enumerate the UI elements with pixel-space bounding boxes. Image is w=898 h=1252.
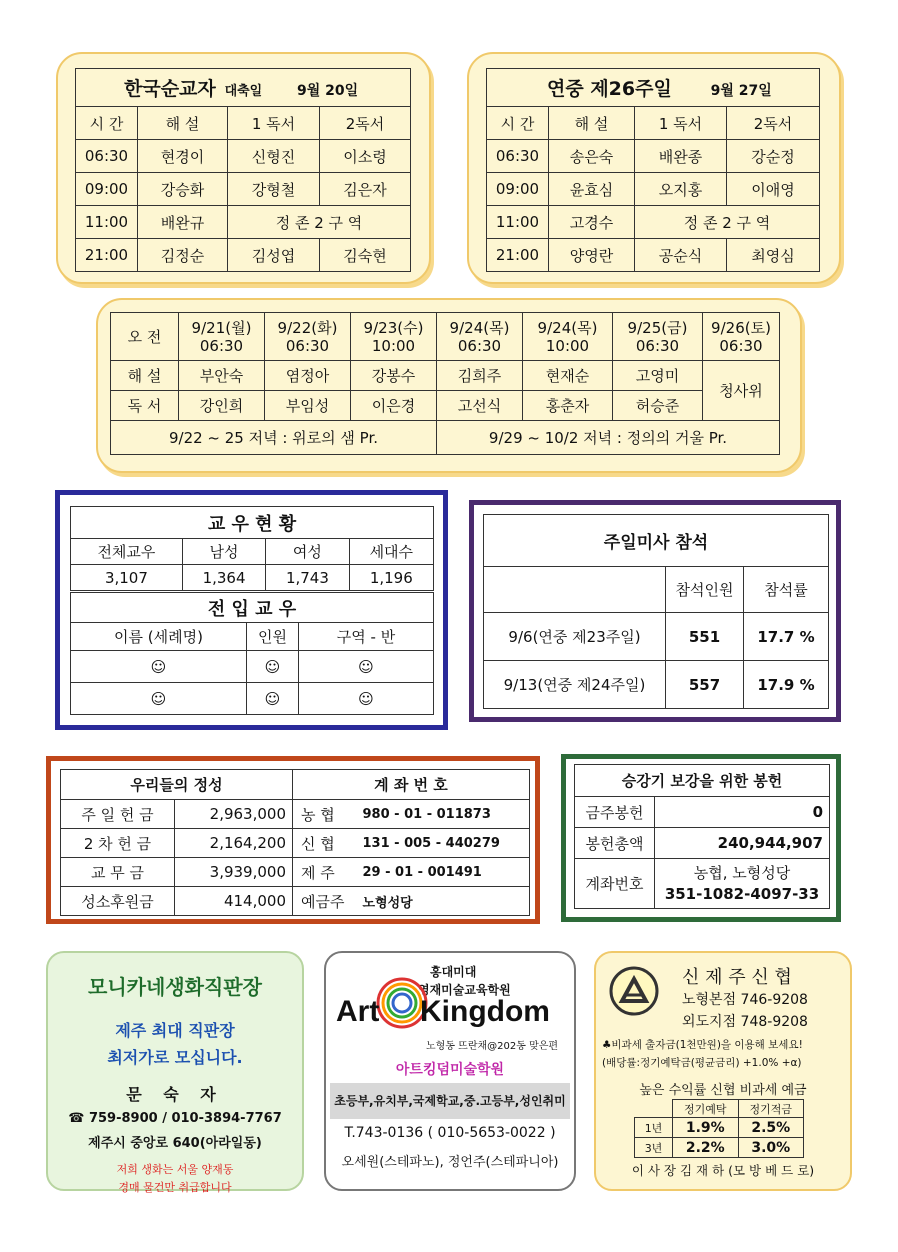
rate-cell: 2.5% — [738, 1118, 804, 1138]
cell: 강승화 — [138, 173, 228, 206]
read-label: 독 서 — [111, 391, 179, 421]
day-time: 10:00 — [371, 336, 416, 355]
brand-kingdom: Kingdom — [420, 995, 550, 1028]
cell: 강형철 — [228, 173, 320, 206]
academy-top-2: 영재미술교육학원 — [418, 983, 511, 997]
brand-art: Art — [336, 995, 380, 1028]
day-cell — [523, 313, 613, 361]
account-cell: 131 - 005 - 440279 — [363, 829, 530, 858]
header-cell: 남성 — [182, 539, 265, 565]
account-line-1: 농협, 노형성당 — [693, 864, 791, 883]
cell: 배완종 — [635, 140, 727, 173]
term-cell: 3년 — [635, 1138, 673, 1158]
day-date: 9/23(수) — [363, 318, 424, 337]
day-date: 9/22(화) — [277, 318, 338, 337]
merged-cell: 청사위 — [703, 361, 780, 421]
smile-cell: ☺ — [247, 651, 299, 683]
bank-cell: 예금주 — [293, 887, 363, 916]
time-cell: 06:30 — [487, 140, 549, 173]
header-cell: 참석인원 — [666, 567, 744, 613]
cell: 김정순 — [138, 239, 228, 272]
elevator-table — [574, 764, 830, 909]
value-cell: 0 — [655, 797, 830, 828]
shop-phone: ☎ 759-8900 / 010-3894-7767 — [68, 1111, 282, 1126]
members-table — [70, 506, 434, 591]
cell: 1,743 — [266, 565, 349, 591]
shop-note-1: 저희 생화는 서울 양재동 — [116, 1163, 234, 1176]
time-cell: 21:00 — [487, 239, 549, 272]
attendance-table — [483, 514, 829, 709]
account-cell: 980 - 01 - 011873 — [363, 800, 530, 829]
smile-cell: ☺ — [299, 651, 434, 683]
cell: 551 — [666, 613, 744, 661]
cell: 3,107 — [71, 565, 183, 591]
cell: 부안숙 — [179, 361, 265, 391]
day-date: 9/25(금) — [627, 318, 688, 337]
label-cell: 봉헌총액 — [575, 828, 655, 859]
bank-cell: 신 협 — [293, 829, 363, 858]
cell: 이소령 — [320, 140, 411, 173]
offering-table — [60, 769, 530, 916]
schedule-date: 9월 20일 — [297, 83, 359, 99]
header-cell: 참석률 — [744, 567, 829, 613]
cell: 정 존 2 구 역 — [635, 206, 820, 239]
amount-cell: 2,164,200 — [175, 829, 293, 858]
newcomers-table — [70, 592, 434, 715]
members-title: 교 우 현 황 — [71, 507, 434, 539]
label-cell: 금주봉헌 — [575, 797, 655, 828]
cell: 17.7 % — [744, 613, 829, 661]
header-cell: 세대수 — [349, 539, 433, 565]
rate-cell: 1.9% — [673, 1118, 739, 1138]
cell: 현경이 — [138, 140, 228, 173]
header-cell: 1 독서 — [635, 107, 727, 140]
day-cell — [265, 313, 351, 361]
cell: 강순정 — [727, 140, 820, 173]
academy-courses: 초등부,유치부,국제학교,중.고등부,성인취미 — [330, 1083, 570, 1119]
time-cell: 21:00 — [76, 239, 138, 272]
time-cell: 11:00 — [487, 206, 549, 239]
amount-cell: 414,000 — [175, 887, 293, 916]
cell: 배완규 — [138, 206, 228, 239]
cell: 김은자 — [320, 173, 411, 206]
schedule-date: 9월 27일 — [710, 83, 772, 99]
bank-cell: 농 협 — [293, 800, 363, 829]
smile-cell: ☺ — [247, 683, 299, 715]
credit-union-logo-icon — [608, 965, 660, 1017]
day-time: 06:30 — [635, 336, 680, 355]
header-cell: 해 설 — [138, 107, 228, 140]
day-cell — [613, 313, 703, 361]
header-cell: 인원 — [247, 623, 299, 651]
day-date: 9/26(토) — [711, 318, 771, 337]
day-cell — [437, 313, 523, 361]
header-cell: 전체교우 — [71, 539, 183, 565]
cell: 김숙현 — [320, 239, 411, 272]
rate-title: 높은 수익률 신협 비과세 예금 — [639, 1083, 807, 1098]
header-cell: 여성 — [266, 539, 349, 565]
time-cell: 09:00 — [76, 173, 138, 206]
header-cell: 해 설 — [549, 107, 635, 140]
schedule-title: 한국순교자 — [124, 78, 216, 100]
credit-union-name: 신 제 주 신 협 — [682, 967, 792, 988]
cell: 송은숙 — [549, 140, 635, 173]
header-cell: 이름 (세례명) — [71, 623, 247, 651]
promo-2: (배당률:정기예탁금(평균금리) +1.0% +α) — [602, 1057, 802, 1069]
evening-note-1: 9/22 ~ 25 저녁 : 위로의 샘 Pr. — [111, 421, 437, 455]
cell: 오지홍 — [635, 173, 727, 206]
account-line-2: 351-1082-4097-33 — [664, 884, 820, 903]
schedule-table-2 — [486, 68, 820, 272]
cell: 부임성 — [265, 391, 351, 421]
day-cell — [703, 313, 780, 361]
cell: 1,364 — [182, 565, 265, 591]
header-cell: 정기예탁 — [673, 1100, 739, 1118]
cell: 이은경 — [351, 391, 437, 421]
cell: 성소후원금 — [61, 887, 175, 916]
cell: 허승준 — [613, 391, 703, 421]
label-cell: 계좌번호 — [575, 859, 655, 909]
academy-address: 노형동 뜨란채@202동 맞은편 — [426, 1041, 559, 1052]
header-cell: 정기적금 — [738, 1100, 804, 1118]
schedule-subtitle: 대축일 — [224, 84, 263, 99]
cell: 강인희 — [179, 391, 265, 421]
cell: 윤효심 — [549, 173, 635, 206]
ad-credit-union — [594, 951, 852, 1191]
day-date: 9/21(월) — [191, 318, 252, 337]
cell: 17.9 % — [744, 661, 829, 709]
schedule-table-1 — [75, 68, 411, 272]
value-cell: 240,944,907 — [655, 828, 830, 859]
am-label: 오 전 — [111, 313, 179, 361]
ad-art-kingdom — [324, 951, 576, 1191]
rate-cell: 2.2% — [673, 1138, 739, 1158]
promo-1: ♣비과세 출자금(1천만원)을 이용해 보세요! — [602, 1039, 803, 1051]
offering-title: 우리들의 정성 — [61, 770, 293, 800]
evening-note-2: 9/29 ~ 10/2 저녁 : 정의의 거울 Pr. — [437, 421, 780, 455]
cell: 신형진 — [228, 140, 320, 173]
day-time: 06:30 — [285, 336, 330, 355]
cell: 557 — [666, 661, 744, 709]
shop-note-2: 경매 물건만 취급합니다 — [118, 1181, 232, 1194]
day-time: 06:30 — [457, 336, 502, 355]
time-cell: 06:30 — [76, 140, 138, 173]
cell: 김성엽 — [228, 239, 320, 272]
smile-cell: ☺ — [299, 683, 434, 715]
cell: 고선식 — [437, 391, 523, 421]
newcomers-title: 전 입 교 우 — [71, 593, 434, 623]
account-cell: 노형성당 — [363, 887, 530, 916]
smile-cell: ☺ — [71, 683, 247, 715]
branch-1: 노형본점 746-9208 — [682, 992, 808, 1008]
academy-phone: T.743-0136 ( 010-5653-0022 ) — [344, 1125, 556, 1141]
time-cell: 11:00 — [76, 206, 138, 239]
cell: 고영미 — [613, 361, 703, 391]
cell: 정 존 2 구 역 — [228, 206, 411, 239]
day-cell — [351, 313, 437, 361]
day-date: 9/24(목) — [537, 318, 598, 337]
comm-label: 해 설 — [111, 361, 179, 391]
cell: 교 무 금 — [61, 858, 175, 887]
amount-cell: 2,963,000 — [175, 800, 293, 829]
elevator-title: 승강기 보강을 위한 봉헌 — [575, 765, 830, 797]
chairman: 이 사 장 김 재 하 (모 방 베 드 로) — [631, 1163, 815, 1178]
cell: 고경수 — [549, 206, 635, 239]
ad-flower-shop — [46, 951, 304, 1194]
term-cell: 1년 — [635, 1118, 673, 1138]
shop-line-1: 제주 최대 직판장 — [115, 1021, 235, 1040]
cell: 2 차 헌 금 — [61, 829, 175, 858]
cell: 9/6(연중 제23주일) — [484, 613, 666, 661]
rate-table — [634, 1099, 804, 1158]
attendance-title: 주일미사 참석 — [484, 515, 829, 567]
header-cell: 시 간 — [487, 107, 549, 140]
shop-owner: 문 숙 자 — [126, 1085, 224, 1104]
shop-name: 모니카네생화직판장 — [88, 975, 262, 999]
rate-cell: 3.0% — [738, 1138, 804, 1158]
academy-korean-name: 아트킹덤미술학원 — [395, 1062, 505, 1078]
day-date: 9/24(목) — [449, 318, 510, 337]
header-cell: 2독서 — [320, 107, 411, 140]
cell: 현재순 — [523, 361, 613, 391]
header-cell: 2독서 — [727, 107, 820, 140]
cell: 9/13(연중 제24주일) — [484, 661, 666, 709]
smile-cell: ☺ — [71, 651, 247, 683]
header-cell: 구역 - 반 — [299, 623, 434, 651]
branch-2: 외도지점 748-9208 — [682, 1014, 808, 1030]
value-cell — [655, 859, 830, 909]
bank-cell: 제 주 — [293, 858, 363, 887]
day-cell — [179, 313, 265, 361]
cell: 김희주 — [437, 361, 523, 391]
cell: 1,196 — [349, 565, 433, 591]
cell: 염정아 — [265, 361, 351, 391]
account-title: 계 좌 번 호 — [293, 770, 530, 800]
academy-top-1: 홍대미대 — [430, 965, 477, 979]
shop-line-2: 최저가로 모십니다. — [107, 1048, 243, 1067]
cell: 강봉수 — [351, 361, 437, 391]
cell: 공순식 — [635, 239, 727, 272]
day-time: 06:30 — [199, 336, 244, 355]
academy-teachers: 오세원(스테파노), 정언주(스테파니아) — [341, 1155, 559, 1170]
cell: 양영란 — [549, 239, 635, 272]
cell: 주 일 헌 금 — [61, 800, 175, 829]
cell: 홍춘자 — [523, 391, 613, 421]
time-cell: 09:00 — [487, 173, 549, 206]
account-cell: 29 - 01 - 001491 — [363, 858, 530, 887]
cell: 최영심 — [727, 239, 820, 272]
header-cell: 시 간 — [76, 107, 138, 140]
day-time: 06:30 — [719, 336, 763, 355]
weekday-table — [110, 312, 780, 455]
header-cell: 1 독서 — [228, 107, 320, 140]
schedule-title: 연중 제26주일 — [547, 78, 672, 100]
amount-cell: 3,939,000 — [175, 858, 293, 887]
cell: 이애영 — [727, 173, 820, 206]
day-time: 10:00 — [545, 336, 590, 355]
shop-address: 제주시 중앙로 640(아라일동) — [88, 1136, 262, 1151]
